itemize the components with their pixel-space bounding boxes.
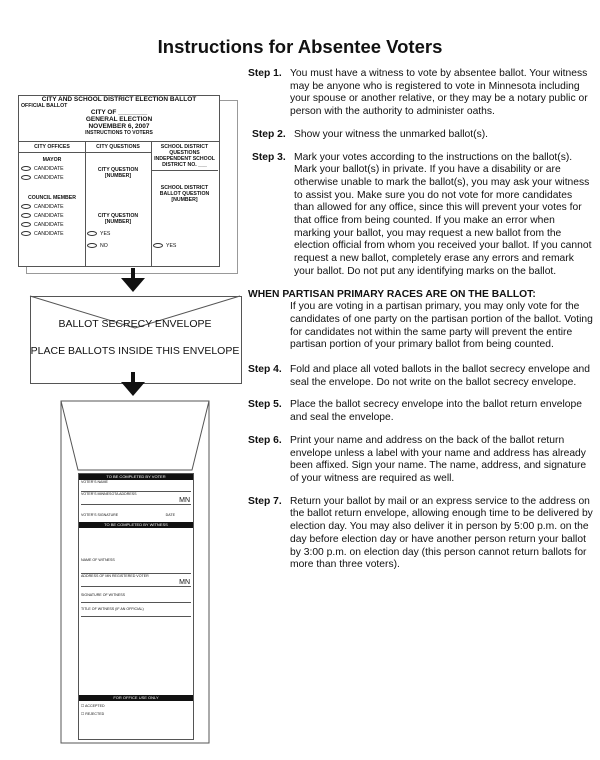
rejected-label: REJECTED — [85, 712, 105, 716]
yes-label: YES — [100, 231, 111, 237]
step-3 — [248, 152, 593, 279]
partisan-text: If you are voting in a partisan primary, you may only vote for the candidates of one party on the partisan portion of the ballot. Voting for candidates not within the same party will prevent the entire partisan portion of your primary ballot from being counted. — [290, 301, 593, 351]
witness-name-label: NAME OF WITNESS — [81, 558, 115, 562]
step-text: Print your name and address on the back of the ballot return envelope unless a label with your name and address has already been affixed. Sign your name. The name, address, and signature of your witness are required as well. — [290, 434, 587, 484]
ballot-instructions: INSTRUCTIONS TO VOTERS — [85, 130, 153, 136]
no-label: NO — [100, 243, 108, 249]
mn-label: MN — [179, 579, 190, 586]
steps-list — [248, 68, 593, 582]
page-title: Instructions for Absentee Voters — [157, 36, 443, 57]
step-text: You must have a witness to vote by absentee ballot. Your witness may be anyone who is registered to vote in Minnesota including your spouse or another relative, or they may be a notary public or person with the authority to administer oaths. — [290, 68, 588, 118]
col-city-questions: CITY QUESTIONS — [85, 142, 151, 153]
partisan-heading: WHEN PARTISAN PRIMARY RACES ARE ON THE BALLOT: — [248, 288, 536, 300]
return-envelope: TO BE COMPLETED BY VOTER VOTER'S NAME VOTER'S MINNESOTA ADDRESS MN VOTER'S SIGNATURE DATE TO BE COMPLETED BY WITNESS NAME OF WITNESS ADDRESS OF MN REGISTERED VOTER MN SIGNATURE OF WITNESS TITLE OF WITNESS (IF AN OFFICIAL) FOR OFFICE USE ONLY ☐ ACCEPTED ☐ REJECTED — [78, 473, 194, 740]
date-label: DATE — [165, 513, 175, 517]
step-text: Show your witness the unmarked ballot(s). — [294, 128, 489, 140]
council-label: COUNCIL MEMBER — [27, 195, 77, 201]
step-label: Step 2. — [252, 128, 286, 140]
school-question: SCHOOL DISTRICT BALLOT QUESTION [NUMBER] — [159, 185, 210, 203]
office-bar: FOR OFFICE USE ONLY — [79, 695, 193, 701]
witness-bar: TO BE COMPLETED BY WITNESS — [79, 522, 193, 528]
witness-signature-label: SIGNATURE OF WITNESS — [81, 593, 126, 597]
witness-address-label: ADDRESS OF MN REGISTERED VOTER — [81, 574, 149, 578]
candidate-label: CANDIDATE — [34, 175, 64, 181]
down-arrow-icon — [121, 382, 145, 396]
candidate-label: CANDIDATE — [34, 231, 64, 237]
voter-signature-label: VOTER'S SIGNATURE — [81, 513, 119, 517]
ballot-header: CITY AND SCHOOL DISTRICT ELECTION BALLOT — [41, 96, 197, 103]
step-7 — [248, 496, 593, 572]
candidate-label: CANDIDATE — [34, 222, 64, 228]
ballot-official: OFFICIAL BALLOT — [21, 103, 68, 109]
yes-label: YES — [166, 243, 177, 249]
candidate-label: CANDIDATE — [34, 166, 64, 172]
ballot-illustration — [18, 95, 220, 267]
envelope-line1: BALLOT SECRECY ENVELOPE — [58, 318, 212, 330]
step-label: Step 6. — [248, 434, 282, 446]
step-text: Return your ballot by mail or an express service to the address on the ballot return envelope, allowing enough time to be delivered by election day. You may also deliver it in person by 5:00 p.m. on the day before election day or have another person return your ballot by 3:00 p.m. on election day (this person cannot return ballots for more than three voters). — [290, 495, 593, 571]
step-text: Fold and place all voted ballots in the ballot secrecy envelope and seal the envelope. Do not write on the ballot secrecy envelope. — [290, 364, 590, 388]
step-2 — [248, 129, 593, 142]
secrecy-envelope — [30, 296, 242, 384]
step-text: Place the ballot secrecy envelope into the ballot return envelope and seal the envelope. — [290, 399, 582, 424]
step-label: Step 4. — [248, 364, 282, 376]
mayor-label: MAYOR — [42, 157, 62, 163]
candidate-label: CANDIDATE — [34, 204, 64, 210]
partisan-section — [248, 289, 593, 353]
down-arrow-icon — [121, 278, 145, 292]
step-1 — [248, 68, 593, 119]
accepted-label: ACCEPTED — [85, 704, 105, 708]
witness-title-label: TITLE OF WITNESS (IF AN OFFICIAL) — [81, 607, 144, 611]
ballot-city: CITY OF ________ — [90, 109, 148, 116]
step-label: Step 1. — [248, 68, 282, 79]
city-question-1: CITY QUESTION [NUMBER] — [97, 167, 139, 179]
step-label: Step 5. — [248, 399, 282, 411]
mn-label: MN — [179, 497, 190, 504]
voter-address-label: VOTER'S MINNESOTA ADDRESS — [81, 492, 137, 496]
envelope-line2: PLACE BALLOTS INSIDE THIS ENVELOPE — [30, 345, 240, 357]
step-text: Mark your votes according to the instructions on the ballot(s). Mark your ballot(s) in private. If you have a disability or are otherwise unable to mark the ballot(s), you may ask your witness to assist you. Make sure you do not vote for more candidates than allowed for any office, since this will prevent your votes for that office from being counted. If you make an error when marking your ballot, you may request a new ballot from the election official from whom you received your ballot. If you cannot request a new ballot, completely erase any errors and remark your ballot. Do not put any identifying marks on the ballot. — [294, 151, 592, 277]
city-question-2: CITY QUESTION [NUMBER] — [97, 213, 139, 225]
step-6 — [248, 435, 593, 486]
step-label: Step 7. — [248, 495, 282, 507]
step-label: Step 3. — [252, 151, 286, 163]
col-school-questions: SCHOOL DISTRICT QUESTIONS INDEPENDENT SCHOOL DISTRICT NO. ___ — [151, 142, 218, 171]
step-4 — [248, 364, 593, 389]
col-city-offices: CITY OFFICES — [19, 142, 85, 153]
ballot-election: GENERAL ELECTION — [85, 116, 153, 123]
voter-name-label: VOTER'S NAME — [81, 480, 108, 484]
ballot-date: NOVEMBER 6, 2007 — [88, 123, 150, 130]
voter-bar: TO BE COMPLETED BY VOTER — [79, 474, 193, 480]
step-5 — [248, 399, 593, 424]
candidate-label: CANDIDATE — [34, 213, 64, 219]
